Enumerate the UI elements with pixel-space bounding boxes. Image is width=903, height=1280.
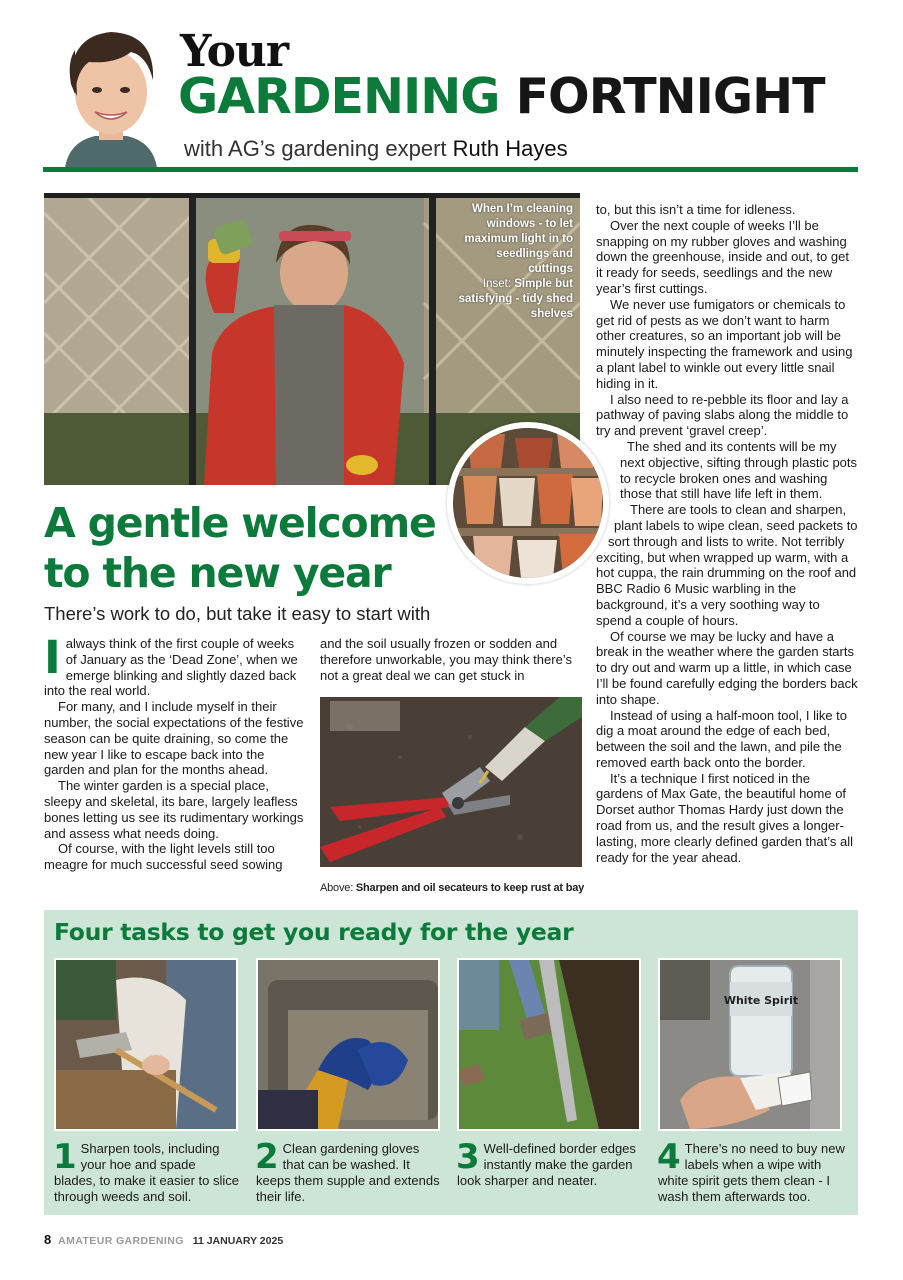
- page-number: 8: [44, 1232, 52, 1247]
- secateurs-caption-text: Sharpen and oil secateurs to keep rust at bay: [355, 882, 585, 894]
- inset-caption-text: Simple but satisfying - tidy shed shelves: [458, 278, 573, 320]
- task-1-photo: [54, 958, 238, 1131]
- byline-name: Ruth Hayes: [452, 136, 568, 161]
- article-headline: [44, 498, 464, 598]
- paragraph: The winter garden is a special place, sleepy and skeletal, its bare, largely leafless bones letting us see its rudimentary workings and assess what needs doing.: [44, 778, 304, 841]
- paragraph: We never use fumigators or chemicals to get rid of pests as we don’t want to harm other creatures, so an important job will be minutely inspecting the framework and using a plant label to winkle out every little snail hiding in it.: [596, 296, 853, 391]
- paragraph: to, but this isn’t a time for idleness.: [596, 202, 796, 217]
- header-byline: [184, 136, 568, 162]
- article-column-1: [44, 631, 306, 873]
- paragraph: [44, 631, 306, 699]
- task-number: 2: [255, 1137, 279, 1177]
- header-title-gardening: GARDENING: [178, 68, 500, 125]
- author-portrait: [55, 22, 167, 168]
- task-2-text: [255, 1137, 443, 1205]
- task-description: Clean gardening gloves that can be washed. It keeps them supple and extends their life.: [256, 1141, 440, 1204]
- task-1-text: [53, 1137, 241, 1205]
- wrap-spacer: [596, 524, 608, 540]
- wrap-spacer: [596, 508, 614, 524]
- paragraph: Of course, with the light levels still too meagre for much successful seed sowing: [44, 841, 283, 873]
- task-3-photo: [457, 958, 641, 1131]
- task-description: Sharpen tools, including your hoe and spade blades, to make it easier to slice through weeds and soil.: [54, 1141, 239, 1204]
- magazine-name: AMATEUR GARDENING: [58, 1235, 184, 1247]
- drop-cap: I: [44, 631, 61, 684]
- task-number: 4: [657, 1137, 681, 1177]
- article-standfirst: There’s work to do, but take it easy to start with: [44, 603, 431, 624]
- paragraph: Instead of using a half-moon tool, I like to dig a moat around the edge of each bed, between the soil and the lawn, and pile the removed earth back onto the border.: [596, 707, 848, 770]
- task-2-photo: [256, 958, 440, 1131]
- wrap-spacer: [596, 460, 620, 492]
- header-title: [178, 68, 825, 125]
- header-your: Your: [180, 26, 289, 77]
- task-4-photo: [658, 958, 842, 1131]
- inset-caption: [459, 278, 573, 320]
- issue-date: 11 JANUARY 2025: [192, 1235, 284, 1247]
- paragraph: There are tools to clean and sharpen, plant labels to wipe clean, seed packets to sort through and lists to write. Not terribly exciting, but when wrapped up warm, with a hot cuppa, the rain drumming on the roof and BBC Radio 6 Music warbling in the background, it’s a very soothing way to spend a couple of hours.: [596, 502, 858, 628]
- header-title-fortnight: FORTNIGHT: [515, 68, 825, 125]
- paragraph: I also need to re-pebble its floor and lay a pathway of paving slabs along the middle to try and prevent ‘gravel creep’.: [596, 391, 849, 439]
- task-number: 3: [456, 1137, 480, 1177]
- paragraph: It’s a technique I first noticed in the gardens of Max Gate, the beautiful home of Dorset author Thomas Hardy just down the road from us, and the result gives a longer-lasting, more clearly defined garden that’s all ready for the year ahead.: [596, 770, 854, 865]
- task-4-text: [657, 1137, 845, 1205]
- task-description: Well-defined border edges instantly make the garden look sharper and neater.: [457, 1141, 636, 1188]
- paragraph: For many, and I include myself in their number, the social expectations of the festive season can be quite draining, so come the new year I like to escape back into the garden and plan for the months ahead.: [44, 699, 304, 778]
- main-caption-text: When I’m cleaning windows - to let maximum light in to seedlings and cuttings: [464, 203, 573, 275]
- task-3: [457, 958, 644, 1189]
- task-description: There’s no need to buy new labels when a wipe with white spirit gets them clean - I wash them afterwards too.: [658, 1141, 845, 1204]
- task-4: [658, 958, 845, 1205]
- wrap-spacer: [596, 444, 613, 460]
- wrap-spacer: [596, 492, 616, 508]
- page-footer: [44, 1232, 283, 1247]
- paragraph: Of course we may be lucky and have a break in the weather where the garden starts to dry out and warm up a little, in which case I’ll be found carefully edging the borders back into shape.: [596, 628, 858, 707]
- inset-prefix: Inset:: [482, 278, 512, 290]
- article-column-2: [320, 636, 582, 683]
- tasks-title: Four tasks to get you ready for the year: [54, 918, 574, 946]
- secateurs-caption-prefix: Above:: [320, 882, 354, 894]
- bottle-label: White Spirit: [723, 994, 799, 1007]
- byline-prefix: with AG’s gardening expert: [184, 136, 447, 161]
- shed-shelves-inset-photo: [447, 422, 609, 584]
- task-1: [54, 958, 241, 1205]
- paragraph: Over the next couple of weeks I’ll be snapping on my rubber gloves and washing down the greenhouse, inside and out, to get it ready for seeds, seedlings and the new year’s first cuttings.: [596, 217, 849, 296]
- paragraph-text: always think of the first couple of weeks of January as the ‘Dead Zone’, when we emerge blinking and slightly dazed back into the real world.: [44, 636, 298, 699]
- headline-line-2: to the new year: [44, 549, 391, 597]
- task-3-text: [456, 1137, 644, 1189]
- headline-line-1: A gentle welcome: [44, 499, 436, 547]
- task-2: [256, 958, 443, 1205]
- header-rule: [43, 167, 858, 172]
- paragraph: and the soil usually frozen or sodden and therefore unworkable, you may think there’s not a great deal we can get stuck in: [320, 636, 572, 683]
- paragraph: The shed and its contents will be my next objective, sifting through plastic pots to recycle broken ones and washing those that still have life left in them.: [620, 438, 858, 502]
- main-photo-caption: [455, 202, 573, 322]
- task-number: 1: [53, 1137, 77, 1177]
- four-tasks-panel: [44, 910, 858, 1215]
- article-column-3: [596, 202, 858, 865]
- secateurs-photo: [320, 697, 582, 867]
- secateurs-caption: [320, 882, 584, 894]
